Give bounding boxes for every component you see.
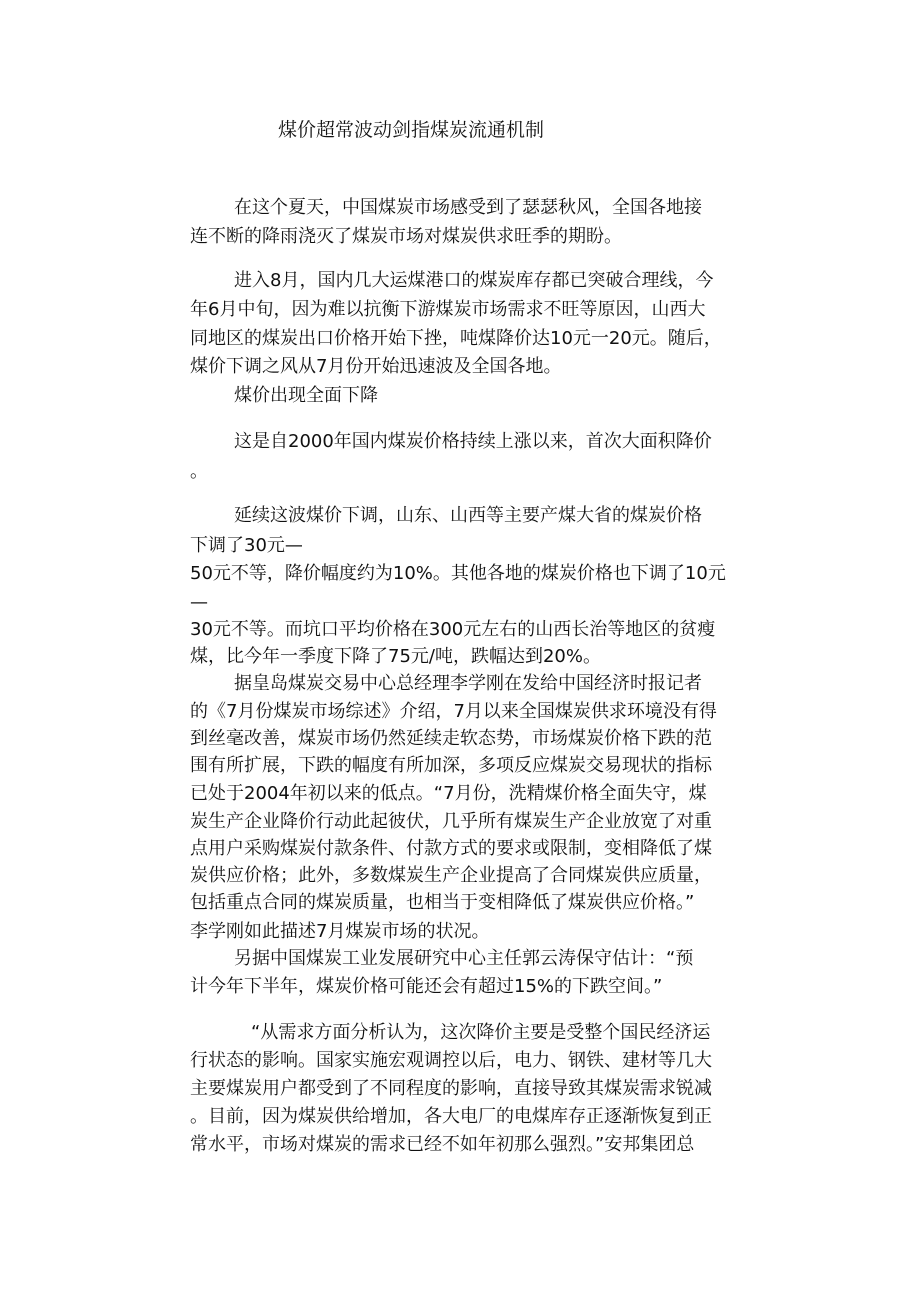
paragraph-line: 连不断的降雨浇灭了煤炭市场对煤炭供求旺季的期盼。 — [190, 226, 622, 247]
paragraph-line: 到丝毫改善，煤炭市场仍然延续走软态势，市场煤炭价格下跌的范 — [190, 728, 712, 749]
paragraph-line: 炭生产企业降价行动此起彼伏，几乎所有煤炭生产企业放宽了对重 — [190, 811, 712, 832]
paragraph-line: 在这个夏天，中国煤炭市场感受到了瑟瑟秋风，全国各地接 — [234, 197, 702, 218]
paragraph-line: 30元不等。而坑口平均价格在300元左右的山西长治等地区的贫瘦 — [190, 619, 716, 640]
paragraph-line: — — [190, 592, 208, 613]
paragraph-line: 50元不等，降价幅度约为10%。其他各地的煤炭价格也下调了10元 — [190, 563, 726, 584]
paragraph-line: 这是自2000年国内煤炭价格持续上涨以来，首次大面积降价 — [234, 431, 712, 452]
paragraph-line: 。目前，因为煤炭供给增加，各大电厂的电煤库存正逐渐恢复到正 — [190, 1106, 712, 1127]
paragraph-line: 延续这波煤价下调，山东、山西等主要产煤大省的煤炭价格 — [234, 505, 702, 526]
paragraph-line: 同地区的煤炭出口价格开始下挫，吨煤降价达10元一20元。随后， — [190, 328, 722, 349]
paragraph-line: 点用户采购煤炭付款条件、付款方式的要求或限制，变相降低了煤 — [190, 838, 712, 859]
section-heading: 煤价出现全面下降 — [234, 385, 378, 406]
paragraph-line: 煤价下调之风从7月份开始迅速波及全国各地。 — [190, 356, 562, 377]
paragraph-line: 年6月中旬，因为难以抗衡下游煤炭市场需求不旺等原因，山西大 — [190, 299, 706, 320]
paragraph-line: 煤，比今年一季度下降了75元/吨，跌幅达到20%。 — [190, 646, 601, 667]
paragraph-line: 常水平，市场对煤炭的需求已经不如年初那么强烈。”安邦集团总 — [190, 1134, 695, 1155]
paragraph-line: 围有所扩展，下跌的幅度有所加深，多项反应煤炭交易现状的指标 — [190, 755, 712, 776]
paragraph-line: 已处于2004年初以来的低点。“7月份，洗精煤价格全面失守，煤 — [190, 783, 707, 804]
paragraph-line: 据皇岛煤炭交易中心总经理李学刚在发给中国经济时报记者 — [234, 673, 702, 694]
paragraph-line: 计今年下半年，煤炭价格可能还会有超过15%的下跌空间。” — [190, 976, 663, 997]
paragraph-line: 主要煤炭用户都受到了不同程度的影响，直接导致其煤炭需求锐减 — [190, 1078, 712, 1099]
paragraph-line: 下调了30元— — [190, 535, 303, 556]
paragraph-line: 的《7月份煤炭市场综述》介绍，7月以来全国煤炭供求环境没有得 — [190, 701, 717, 722]
document-title: 煤价超常波动剑指煤炭流通机制 — [278, 119, 545, 141]
paragraph-line: “从需求方面分析认为，这次降价主要是受整个国民经济运 — [251, 1022, 711, 1043]
paragraph-line: 包括重点合同的煤炭质量，也相当于变相降低了煤炭供应价格。” — [190, 892, 695, 913]
paragraph-line: 李学刚如此描述7月煤炭市场的状况。 — [190, 921, 490, 942]
paragraph-line: 炭供应价格；此外，多数煤炭生产企业提高了合同煤炭供应质量， — [190, 865, 712, 886]
paragraph-line: 行状态的影响。国家实施宏观调控以后，电力、钢铁、建材等几大 — [190, 1050, 712, 1071]
paragraph-line: 。 — [190, 461, 208, 482]
paragraph-line: 进入8月，国内几大运煤港口的煤炭库存都已突破合理线，今 — [234, 270, 714, 291]
paragraph-line: 另据中国煤炭工业发展研究中心主任郭云涛保守估计：“预 — [234, 948, 694, 969]
